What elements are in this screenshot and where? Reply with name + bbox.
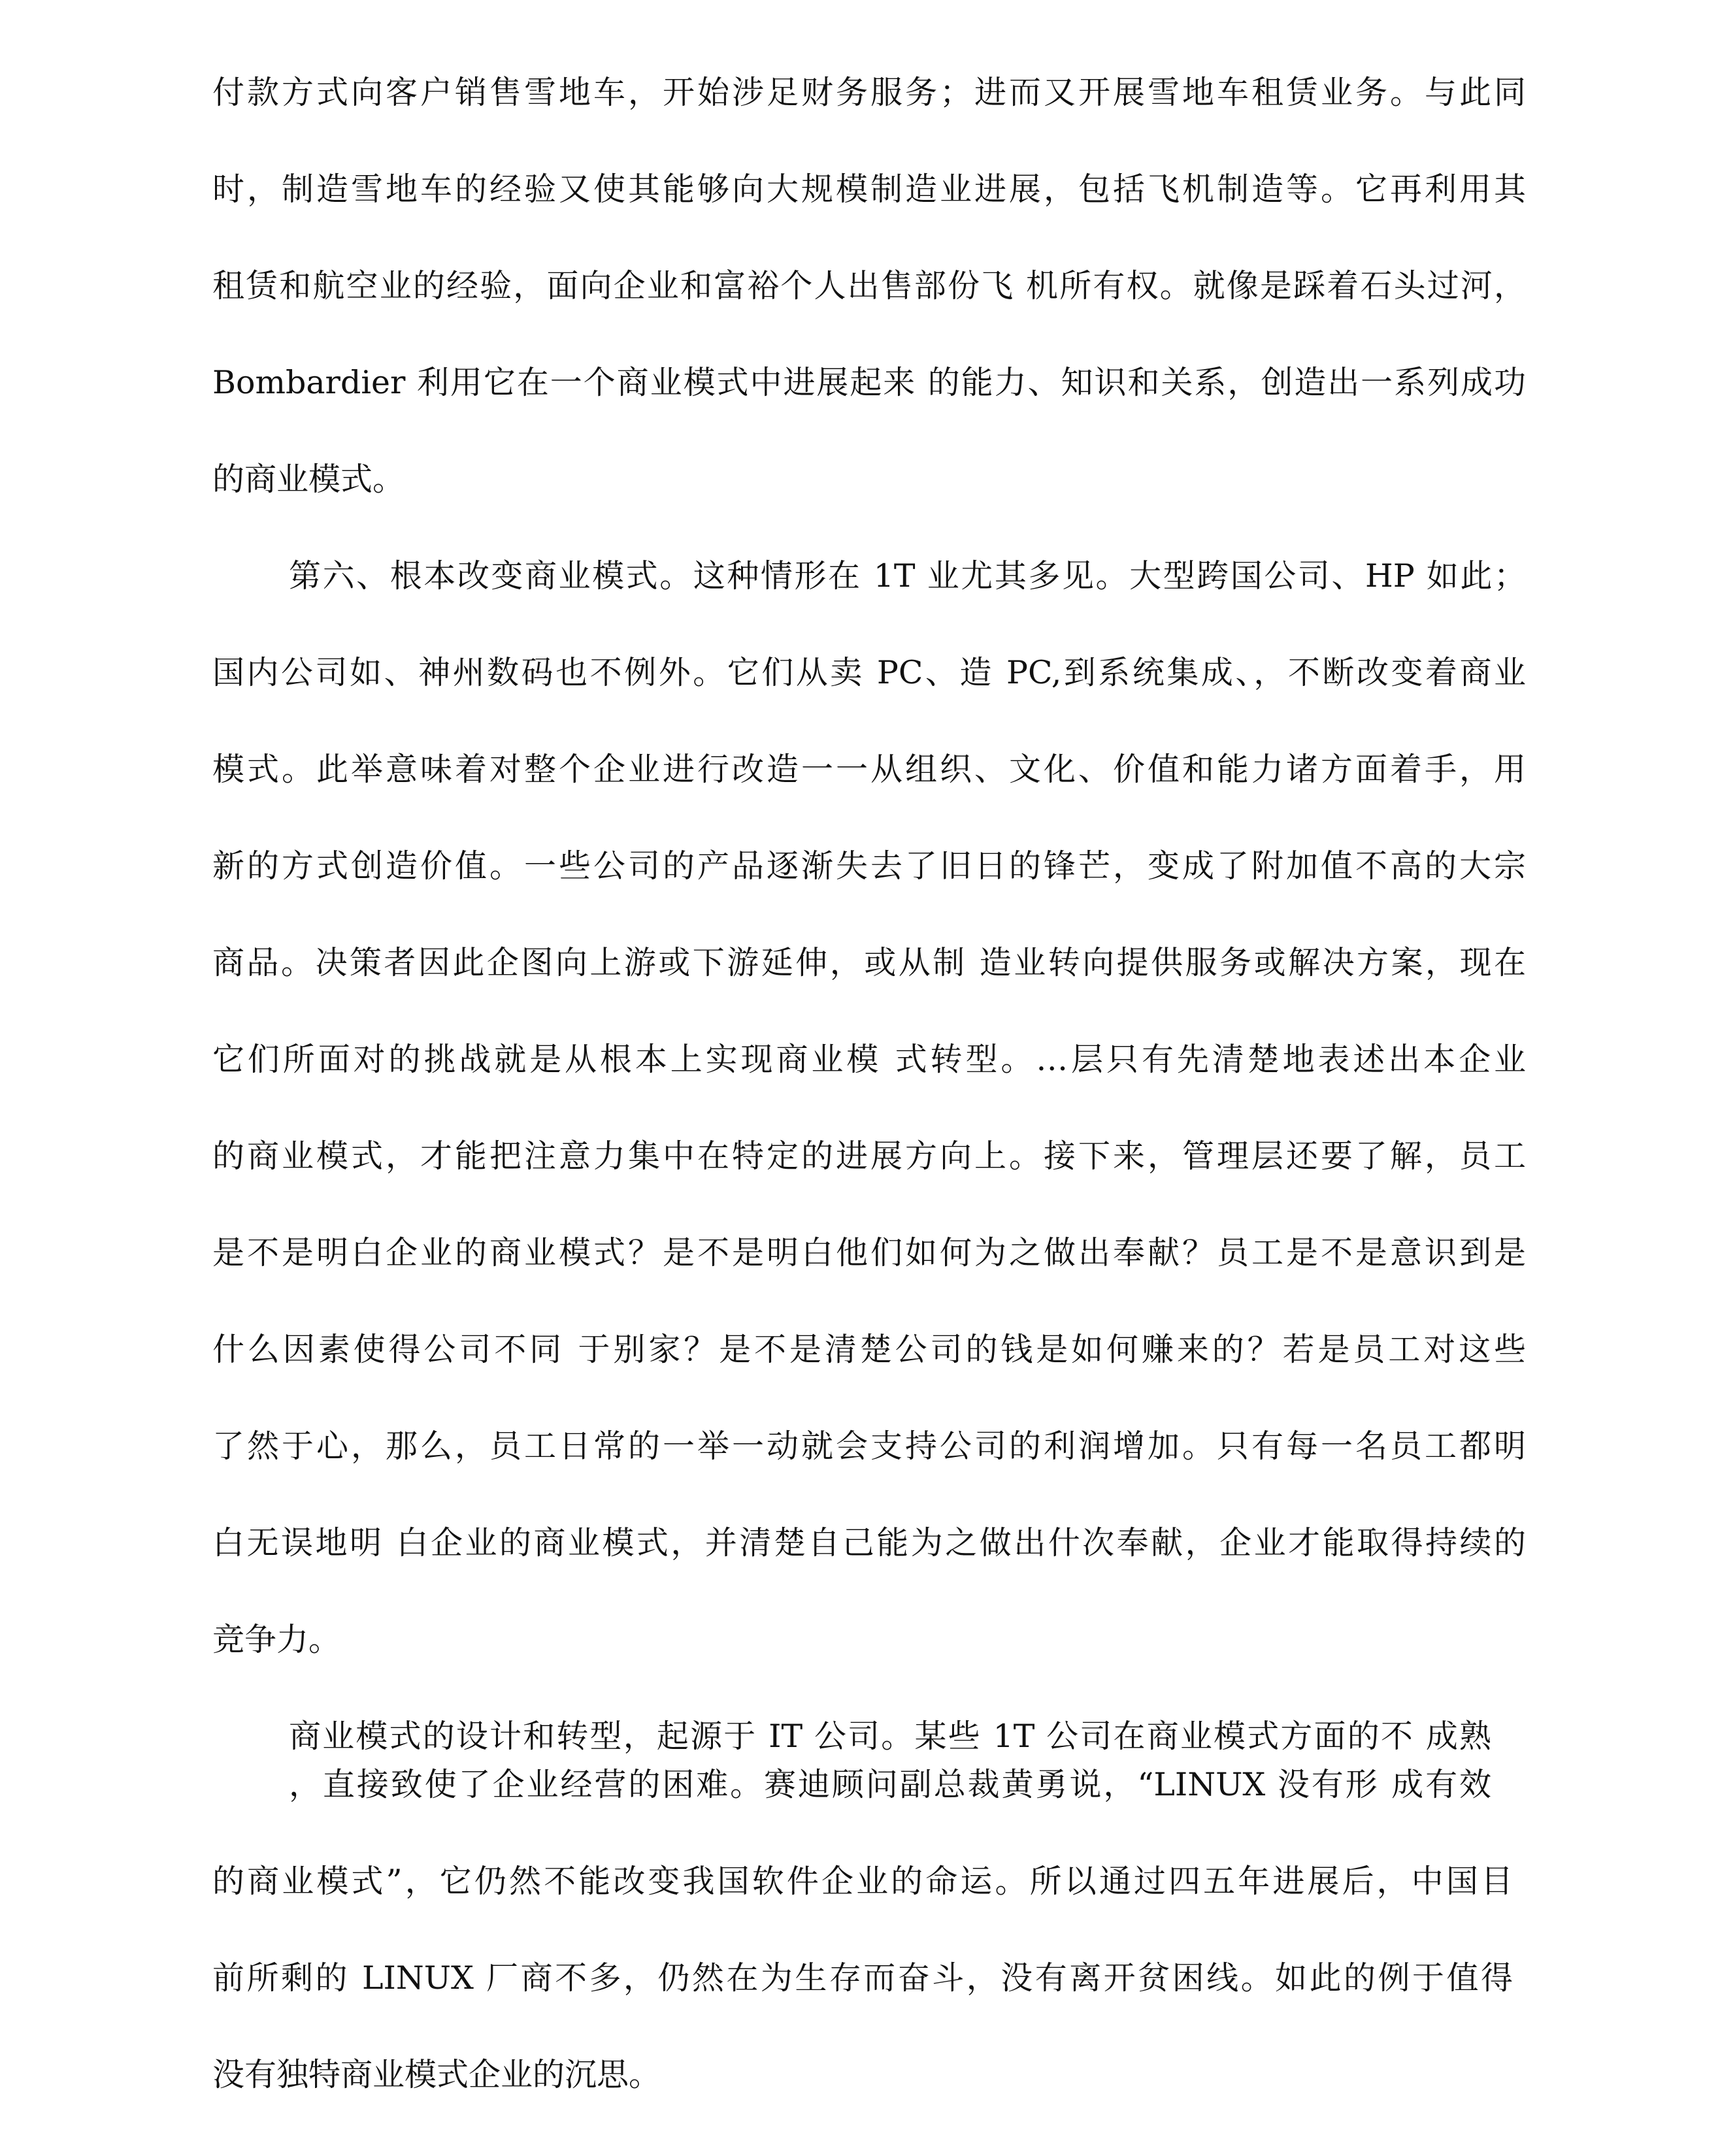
text-line: 没有独特商业模式企业的沉思。 [212,2056,661,2093]
text-line: 商品。决策者因此企图向上游或下游延伸，或从制 造业转向提供服务或解决方案，现在 [212,944,1526,981]
text-line: 的商业模式。 [212,461,405,498]
text-line: 新的方式创造价值。一些公司的产品逐渐失去了旧日的锋芒，变成了附加值不高的大宗 [212,847,1526,885]
text-line: Bombardier 利用它在一个商业模式中进展起来 的能力、知识和关系，创造出一系列成功 [212,364,1526,401]
paragraph-start-line: 第六、根本改变商业模式。这种情形在 1T 业尤其多见。大型跨国公司、HP 如此； [289,557,1526,595]
text-line: 的商业模式”，它仍然不能改变我国软件企业的命运。所以通过四五年进展后，中国目 [212,1863,1513,1900]
text-line: ，直接致使了企业经营的困难。赛迪顾问副总裁黄勇说，“LINUX 没有形 成有效 [289,1766,1491,1803]
text-line: 模式。此举意味着对整个企业进行改造一一从组织、文化、价值和能力诸方面着手，用 [212,751,1526,788]
text-line: 的商业模式，才能把注意力集中在特定的进展方向上。接下来，管理层还要了解，员工 [212,1137,1526,1175]
text-line: 付款方式向客户销售雪地车，开始涉足财务服务；进而又开展雪地车租赁业务。与此同 [212,74,1526,111]
text-line: 前所剩的 LINUX 厂商不多，仍然在为生存而奋斗，没有离开贫困线。如此的例于值得 [212,1959,1513,1997]
text-line: 了然于心，那么，员工日常的一举一动就会支持公司的利润增加。只有每一名员工都明 [212,1428,1526,1465]
paragraph-start-line: 商业模式的设计和转型，起源于 IT 公司。某些 1T 公司在商业模式方面的不 成熟 [289,1718,1491,1755]
text-line: 国内公司如、神州数码也不例外。它们从卖 PC、造 PC,到系统集成、，不断改变着商业 [212,654,1526,691]
text-line: 它们所面对的挑战就是从根本上实现商业模 式转型。…层只有先清楚地表述出本企业 [212,1041,1526,1078]
text-line: 竞争力。 [212,1621,341,1658]
text-line: 租赁和航空业的经验，面向企业和富裕个人出售部份飞 机所有权。就像是踩着石头过河， [212,267,1526,304]
text-line: 时，制造雪地车的经验又使其能够向大规模制造业进展，包括飞机制造等。它再利用其 [212,171,1526,208]
text-line: 是不是明白企业的商业模式？是不是明白他们如何为之做出奉献？员工是不是意识到是 [212,1234,1526,1271]
text-line: 什么因素使得公司不同 于别家？是不是清楚公司的钱是如何赚来的？若是员工对这些 [212,1331,1526,1368]
text-line: 白无误地明 白企业的商业模式，并清楚自己能为之做出什次奉献，企业才能取得持续的 [212,1524,1526,1561]
